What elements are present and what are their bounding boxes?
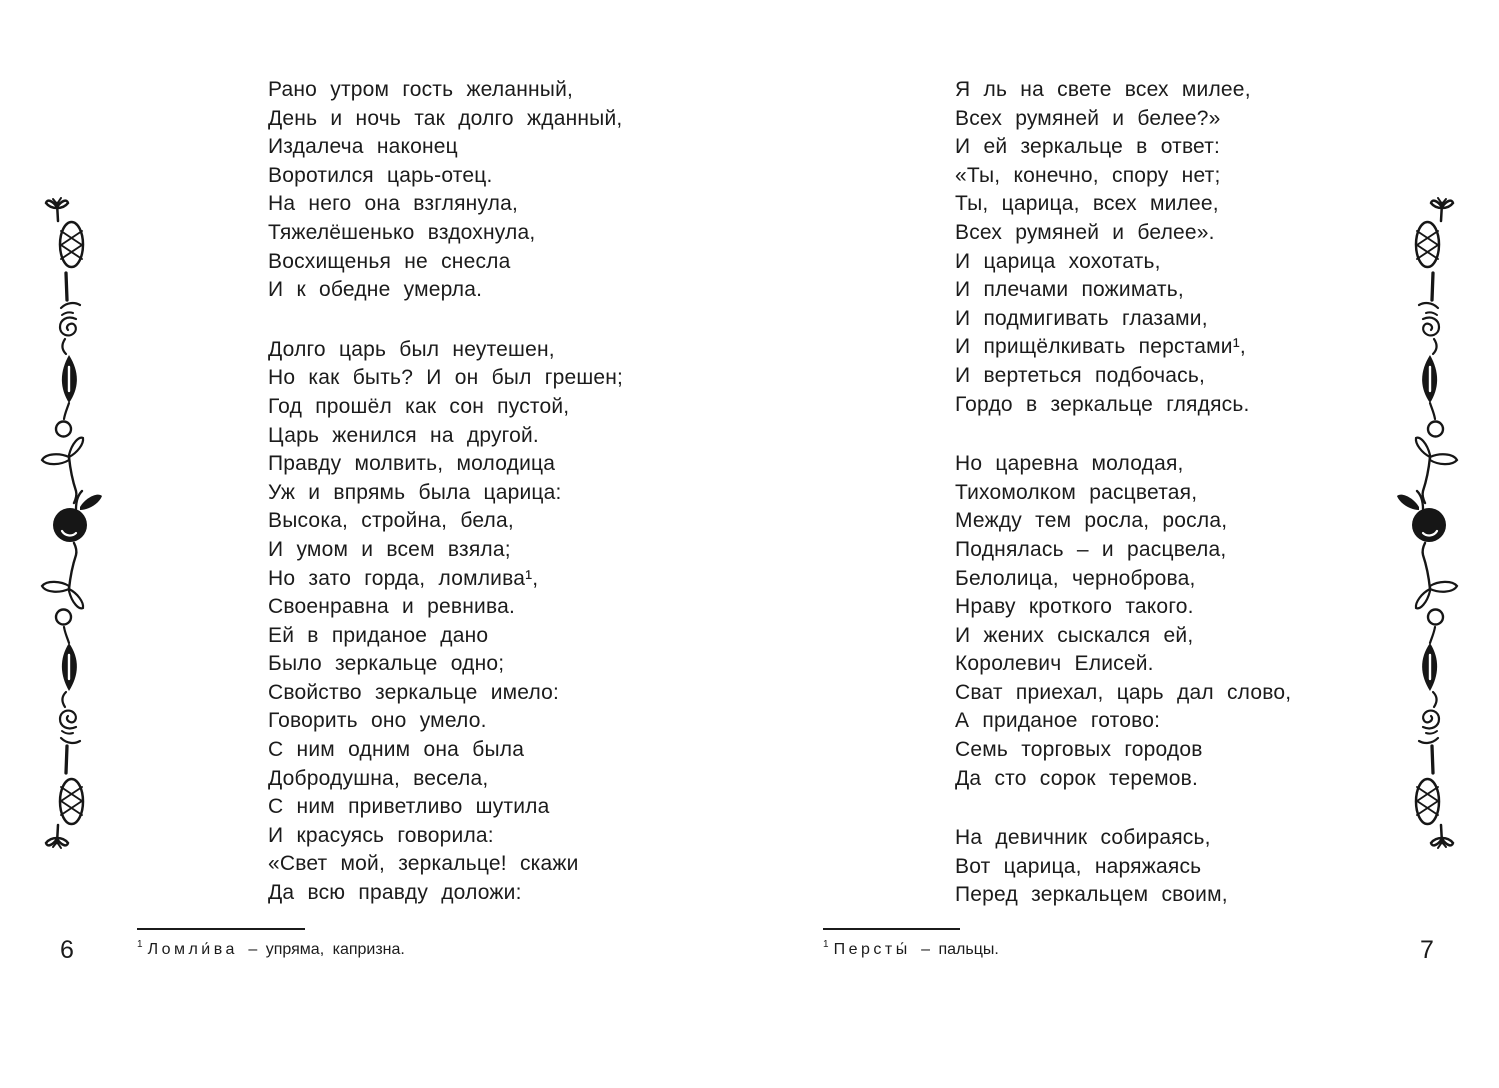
poem-line: Да сто сорок теремов.: [955, 766, 1199, 790]
poem-line: Тяжелёшенько вздохнула,: [268, 220, 536, 244]
right-page-text: [955, 76, 1375, 941]
poem-line: Рано утром гость желанный,: [268, 78, 574, 101]
poem-line: Да всю правду доложи:: [268, 881, 522, 905]
poem-line: Между тем росла, росла,: [955, 509, 1228, 533]
stanza: [955, 76, 1375, 419]
poem-line: И вертеться подбочась,: [955, 363, 1206, 387]
poem-line: Воротился царь-отец.: [268, 163, 493, 187]
poem-line: Но зато горда, ломлива¹,: [268, 566, 539, 590]
poem-line: Говорить оно умело.: [268, 709, 487, 733]
footnote-rule: [137, 928, 305, 930]
footnote-text: [137, 939, 405, 959]
poem-line: Перед зеркальцем своим,: [955, 883, 1228, 907]
poem-line: И подмигивать глазами,: [955, 306, 1208, 330]
poem-line: Долго царь был неутешен,: [268, 337, 555, 361]
poem-line: С ним одним она была: [268, 738, 525, 762]
poem-line: И к обедне умерла.: [268, 278, 483, 302]
footnote-left: [137, 928, 405, 959]
poem-line: И ей зеркальце в ответ:: [955, 135, 1221, 159]
poem-line: Семь торговых городов: [955, 738, 1203, 762]
poem-line: Высока, стройна, бела,: [268, 509, 514, 533]
poem-line: Белолица, черноброва,: [955, 566, 1196, 590]
poem-line: «Свет мой, зеркальце! скажи: [268, 852, 579, 876]
poem-line: А приданое готово:: [955, 709, 1161, 733]
poem-line: Всех румяней и белее?»: [955, 106, 1221, 130]
footnote-definition: – пальцы.: [921, 941, 999, 958]
poem-line: На него она взглянула,: [268, 192, 519, 216]
poem-line: Своенравна и ревнива.: [268, 595, 515, 619]
footnote-rule: [823, 928, 960, 930]
left-page-text: [268, 76, 688, 939]
poem-line: Вот царица, наряжаясь: [955, 854, 1202, 878]
footnote-right: [823, 928, 999, 959]
floral-chain-ornament-icon: [36, 195, 108, 851]
poem-line: Издалеча наконец: [268, 135, 458, 159]
poem-line: Ты, царица, всех милее,: [955, 192, 1219, 216]
poem-line: Нраву кроткого такого.: [955, 595, 1194, 619]
poem-line: Царь женился на другой.: [268, 423, 539, 447]
poem-line: Но как быть? И он был грешен;: [268, 366, 624, 390]
poem-line: И плечами пожимать,: [955, 278, 1184, 302]
poem-line: Я ль на свете всех милее,: [955, 78, 1251, 101]
poem-line: Тихомолком расцветая,: [955, 480, 1198, 504]
footnote-definition: – упряма, капризна.: [248, 941, 405, 958]
poem-line: Гордо в зеркальце глядясь.: [955, 392, 1250, 416]
poem-line: Сват приехал, царь дал слово,: [955, 680, 1292, 704]
poem-line: Было зеркальце одно;: [268, 652, 505, 676]
poem-line: День и ночь так долго жданный,: [268, 106, 623, 130]
poem-line: Добродушна, весела,: [268, 766, 489, 790]
poem-line: Ей в приданое дано: [268, 623, 489, 647]
page-number-left: 6: [60, 936, 74, 964]
poem-line: Но царевна молодая,: [955, 452, 1184, 476]
poem-line: Восхищенья не снесла: [268, 249, 511, 273]
stanza: [268, 336, 688, 908]
footnote-term: Персты́: [833, 941, 911, 958]
footnote-text: [823, 939, 999, 959]
stanza: [955, 824, 1375, 910]
poem-line: Королевич Елисей.: [955, 652, 1154, 676]
footnote-marker: 1: [137, 939, 143, 950]
page-number-right: 7: [1420, 936, 1434, 964]
poem-line: И жених сыскался ей,: [955, 623, 1194, 647]
poem-line: «Ты, конечно, спору нет;: [955, 163, 1221, 187]
poem-line: И умом и всем взяла;: [268, 537, 511, 561]
poem-line: Год прошёл как сон пустой,: [268, 394, 570, 418]
poem-line: Всех румяней и белее».: [955, 220, 1215, 244]
stanza: [268, 76, 688, 305]
footnote-marker: 1: [823, 939, 829, 950]
poem-line: И прищёлкивать перстами¹,: [955, 335, 1246, 359]
poem-line: На девичник собираясь,: [955, 826, 1211, 850]
stanza: [955, 450, 1375, 793]
poem-line: Уж и впрямь была царица:: [268, 480, 562, 504]
poem-line: Свойство зеркальце имело:: [268, 680, 560, 704]
footnote-term: Ломли́ва: [147, 941, 238, 958]
poem-line: Правду молвить, молодица: [268, 452, 556, 476]
poem-line: С ним приветливо шутила: [268, 795, 550, 819]
poem-line: И красуясь говорила:: [268, 823, 494, 847]
poem-line: Поднялась – и расцвела,: [955, 537, 1227, 561]
floral-chain-ornament-icon: [1391, 195, 1463, 851]
poem-line: И царица хохотать,: [955, 249, 1161, 273]
